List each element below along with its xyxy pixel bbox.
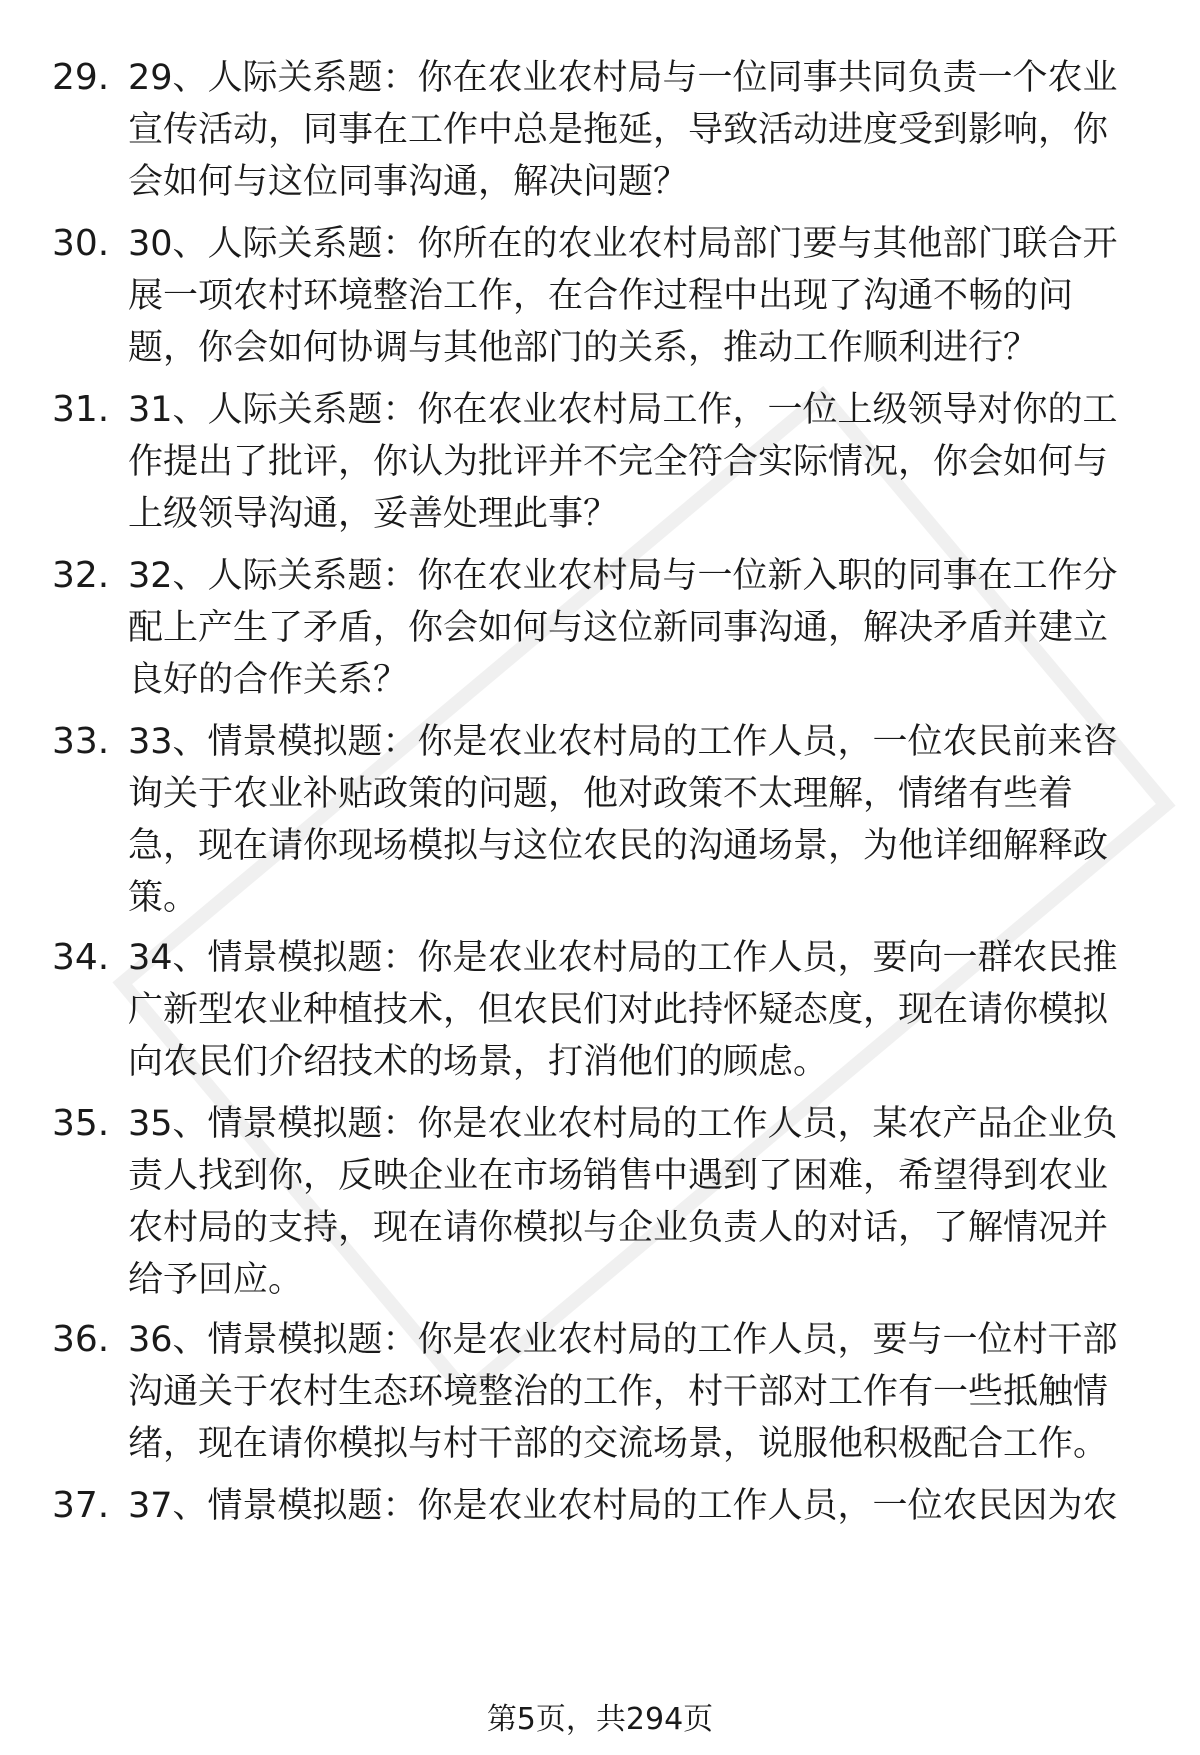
- question-number: 36.: [52, 1319, 110, 1360]
- question-text: 31、人际关系题：你在农业农村局工作，一位上级领导对你的工作提出了批评，你认为批评并不完全符合实际情况，你会如何与上级领导沟通，妥善处理此事？: [128, 390, 1118, 534]
- question-number: 35.: [52, 1103, 110, 1144]
- question-number: 29.: [52, 57, 110, 98]
- question-text: 37、情景模拟题：你是农业农村局的工作人员，一位农民因为农: [128, 1486, 1118, 1526]
- page-footer: [0, 1700, 1200, 1740]
- question-number: 37.: [52, 1485, 110, 1526]
- question-text: 32、人际关系题：你在农业农村局与一位新入职的同事在工作分配上产生了矛盾，你会如何与这位新同事沟通，解决矛盾并建立良好的合作关系？: [128, 556, 1118, 700]
- page-number-label: 第5页，共294页: [486, 1702, 714, 1737]
- question-number: 34.: [52, 937, 110, 978]
- question-text: 33、情景模拟题：你是农业农村局的工作人员，一位农民前来咨询关于农业补贴政策的问题，他对政策不太理解，情绪有些着急，现在请你现场模拟与这位农民的沟通场景，为他详细解释政策。: [128, 722, 1118, 918]
- question-text: 36、情景模拟题：你是农业农村局的工作人员，要与一位村干部沟通关于农村生态环境整治的工作，村干部对工作有一些抵触情绪，现在请你模拟与村干部的交流场景，说服他积极配合工作。: [128, 1320, 1118, 1464]
- question-text: 30、人际关系题：你所在的农业农村局部门要与其他部门联合开展一项农村环境整治工作，在合作过程中出现了沟通不畅的问题，你会如何协调与其他部门的关系，推动工作顺利进行？: [128, 224, 1118, 368]
- question-number: 33.: [52, 721, 110, 762]
- question-number: 31.: [52, 389, 110, 430]
- question-text: 35、情景模拟题：你是农业农村局的工作人员，某农产品企业负责人找到你，反映企业在市场销售中遇到了困难，希望得到农业农村局的支持，现在请你模拟与企业负责人的对话，了解情况并给予回应。: [128, 1104, 1118, 1300]
- question-number: 32.: [52, 555, 110, 596]
- question-text: 34、情景模拟题：你是农业农村局的工作人员，要向一群农民推广新型农业种植技术，但农民们对此持怀疑态度，现在请你模拟向农民们介绍技术的场景，打消他们的顾虑。: [128, 938, 1118, 1082]
- question-text: 29、人际关系题：你在农业农村局与一位同事共同负责一个农业宣传活动，同事在工作中总是拖延，导致活动进度受到影响，你会如何与这位同事沟通，解决问题？: [128, 58, 1118, 202]
- question-number: 30.: [52, 223, 110, 264]
